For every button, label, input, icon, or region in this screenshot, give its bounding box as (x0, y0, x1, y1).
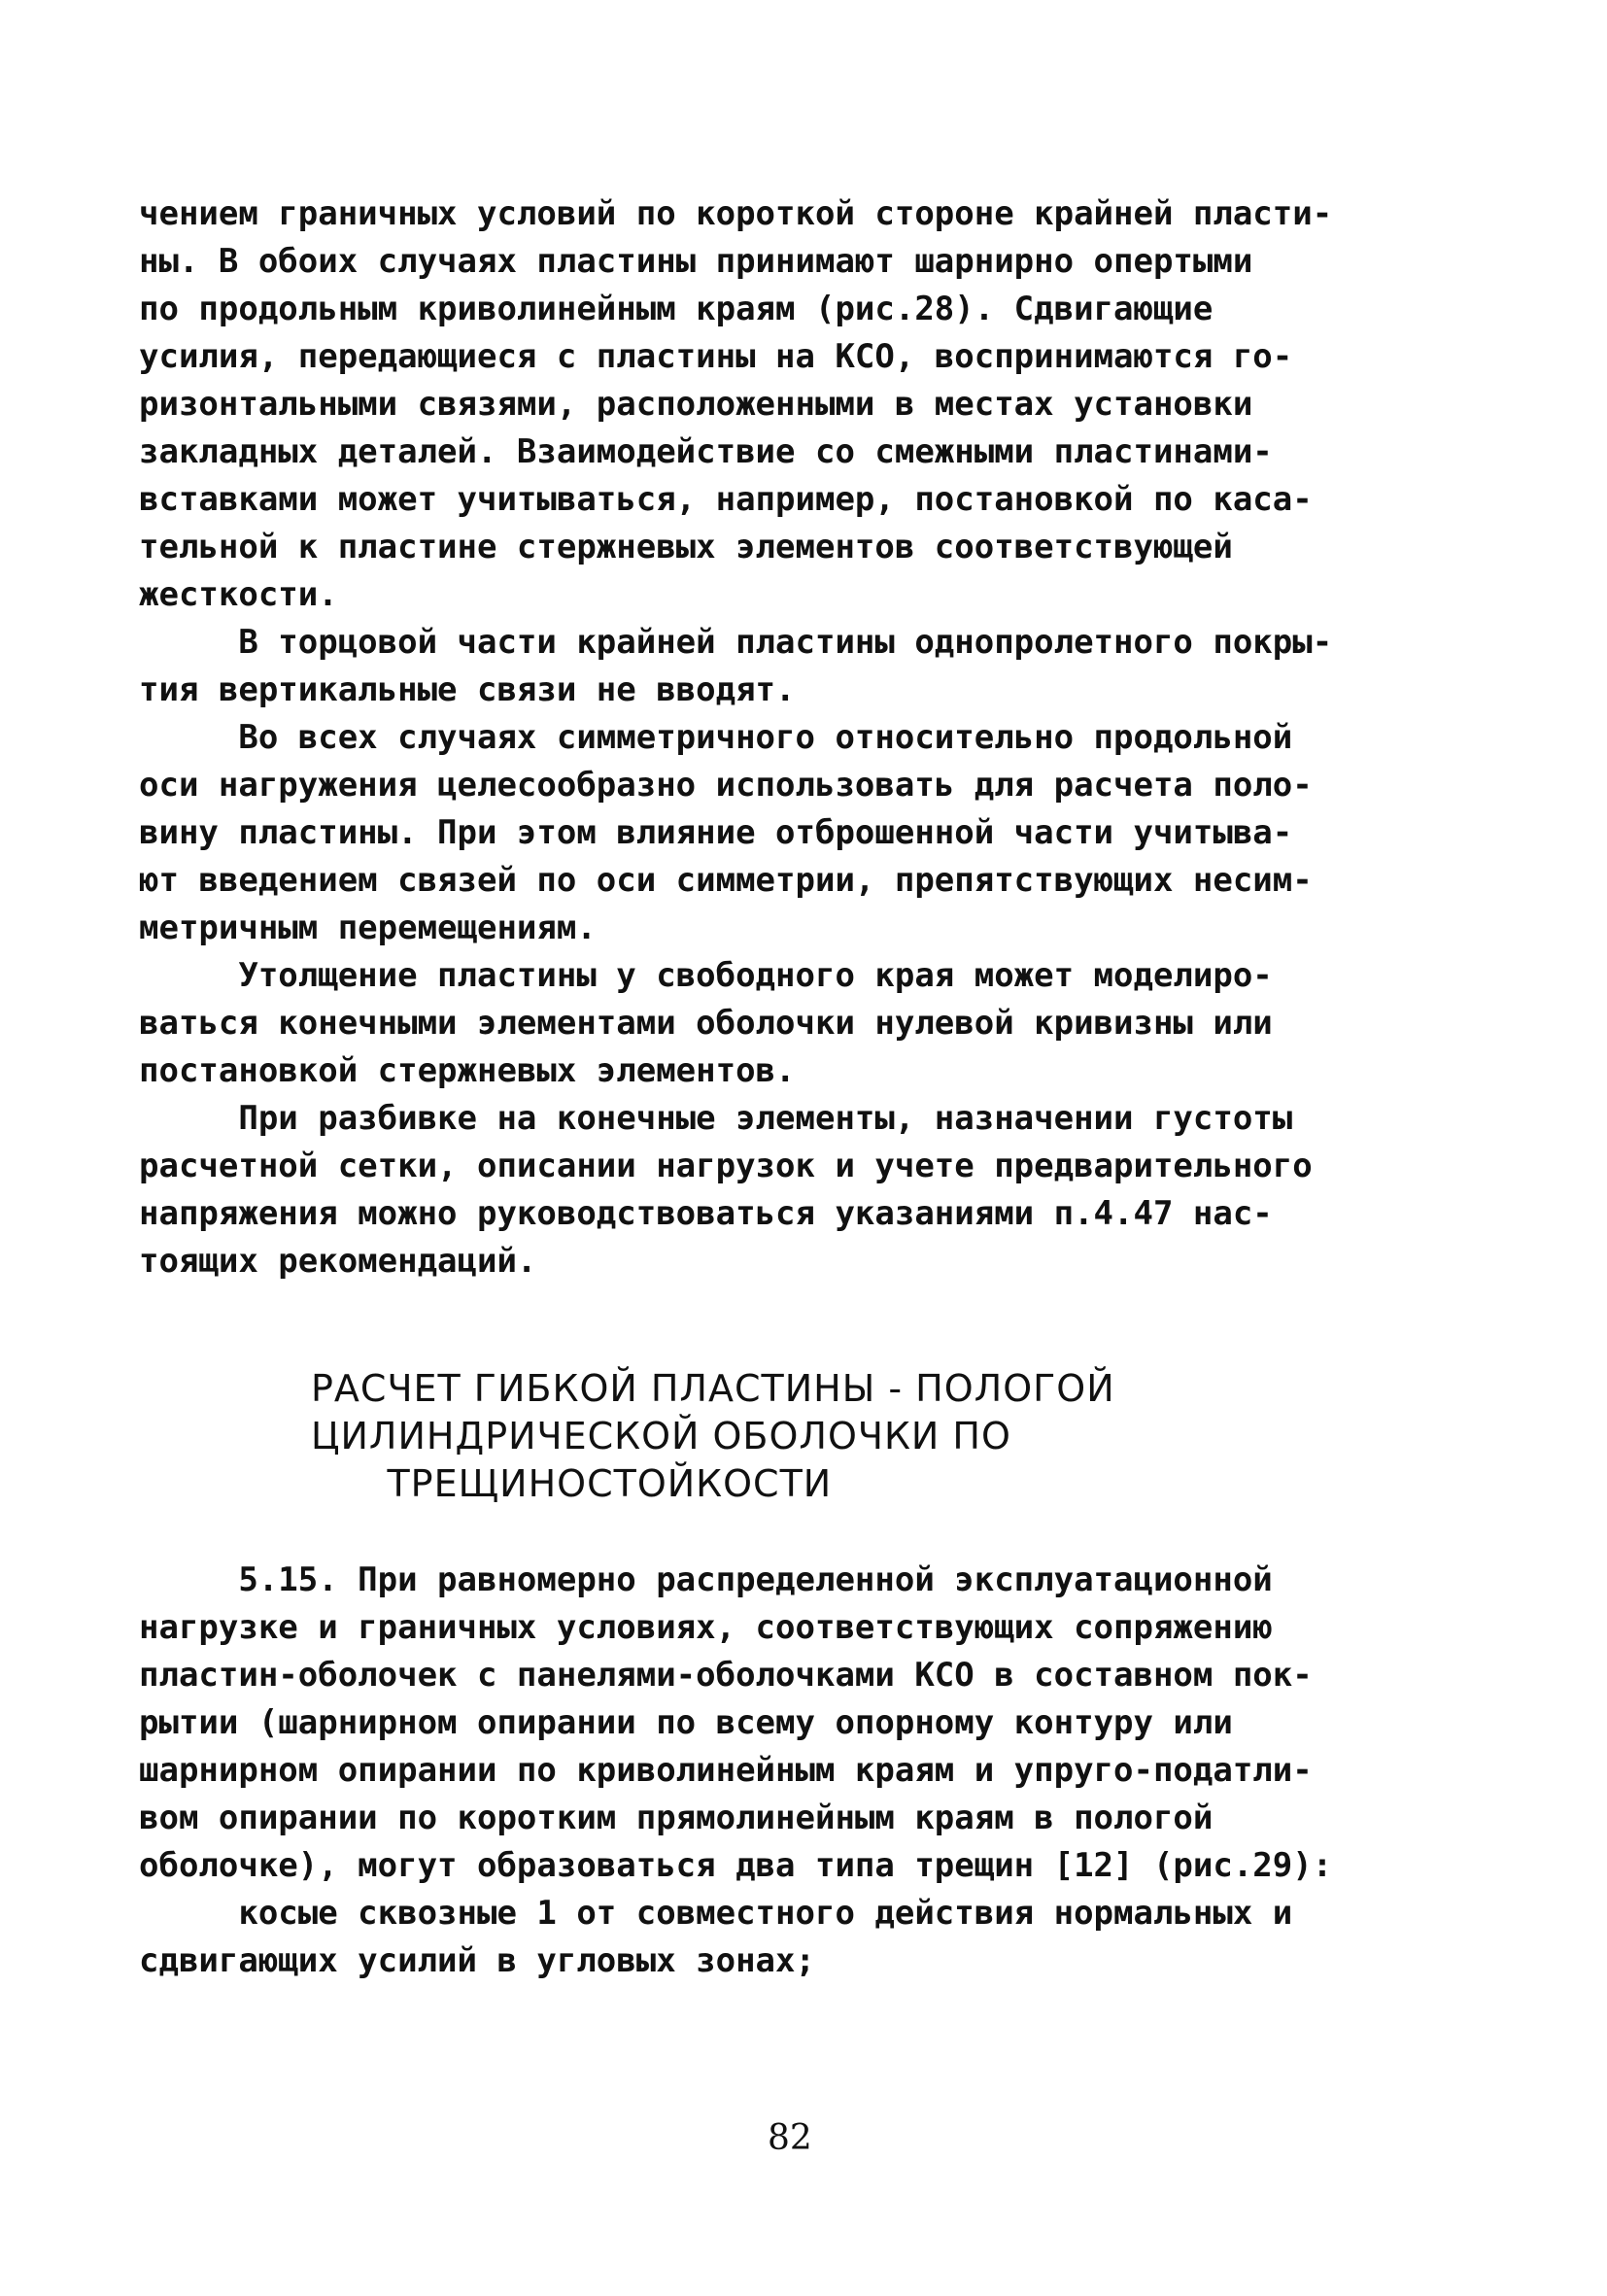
text-line: закладных деталей. Взаимодействие со смежными пластинами- (139, 432, 1273, 471)
text-line: 5.15. При равномерно распределенной эксплуатационной (139, 1560, 1273, 1599)
text-line: косые сквозные 1 от совместного действия нормальных и (139, 1894, 1293, 1933)
text-line: рытии (шарнирном опирании по всему опорному контуру или (139, 1703, 1233, 1742)
text-line: метричным перемещениям. (139, 908, 597, 947)
text-line: В торцовой части крайней пластины однопролетного покры- (139, 623, 1333, 662)
body-text-bottom (139, 1557, 1480, 1985)
heading-line: ЦИЛИНДРИЧЕСКОЙ ОБОЛОЧКИ ПО (311, 1415, 1011, 1457)
text-line: нагрузке и граничных условиях, соответствующих сопряжению (139, 1608, 1273, 1647)
text-line: жесткости. (139, 575, 338, 614)
text-line: тоящих рекомендаций. (139, 1242, 537, 1281)
text-line: Во всех случаях симметричного относительно продольной (139, 718, 1293, 757)
text-line: ют введением связей по оси симметрии, препятствующих несим- (139, 861, 1313, 900)
text-line: тия вертикальные связи не вводят. (139, 670, 796, 709)
text-line: пластин-оболочек с панелями-оболочками КСО в составном пок- (139, 1656, 1313, 1695)
section-heading (311, 1365, 1282, 1508)
text-line: вину пластины. При этом влияние отброшенной части учитыва- (139, 813, 1293, 852)
text-line: вом опирании по коротким прямолинейным краям в пологой (139, 1799, 1214, 1837)
text-line: вставками может учитываться, например, постановкой по каса- (139, 480, 1313, 519)
page-number: 82 (768, 2118, 812, 2158)
heading-line: РАСЧЕТ ГИБКОЙ ПЛАСТИНЫ - ПОЛОГОЙ (311, 1367, 1115, 1410)
text-line: сдвигающих усилий в угловых зонах; (139, 1941, 815, 1980)
text-line: ваться конечными элементами оболочки нулевой кривизны или (139, 1004, 1273, 1043)
text-line: ны. В обоих случаях пластины принимают шарнирно опертыми (139, 242, 1253, 281)
text-line: шарнирном опирании по криволинейным краям и упруго-податли- (139, 1751, 1313, 1790)
text-line: оси нагружения целесообразно использовать для расчета поло- (139, 766, 1313, 805)
text-line: ризонтальными связями, расположенными в местах установки (139, 385, 1253, 424)
text-line: напряжения можно руководствоваться указаниями п.4.47 нас- (139, 1194, 1273, 1233)
text-line: по продольным криволинейным краям (рис.28). Сдвигающие (139, 290, 1214, 328)
text-line: оболочке), могут образоваться два типа трещин [12] (рис.29): (139, 1846, 1333, 1885)
text-line: усилия, передающиеся с пластины на КСО, воспринимаются го- (139, 337, 1293, 376)
text-line: При разбивке на конечные элементы, назначении густоты (139, 1099, 1293, 1138)
text-line: тельной к пластине стержневых элементов соответствующей (139, 528, 1233, 566)
text-line: чением граничных условий по короткой стороне крайней пласти- (139, 194, 1333, 233)
text-line: постановкой стержневых элементов. (139, 1051, 796, 1090)
text-line: расчетной сетки, описании нагрузок и учете предварительного (139, 1147, 1313, 1185)
heading-line: ТРЕЩИНОСТОЙКОСТИ (311, 1462, 833, 1505)
text-line: Утолщение пластины у свободного края может моделиро- (139, 956, 1273, 995)
body-text-top (139, 190, 1480, 1285)
